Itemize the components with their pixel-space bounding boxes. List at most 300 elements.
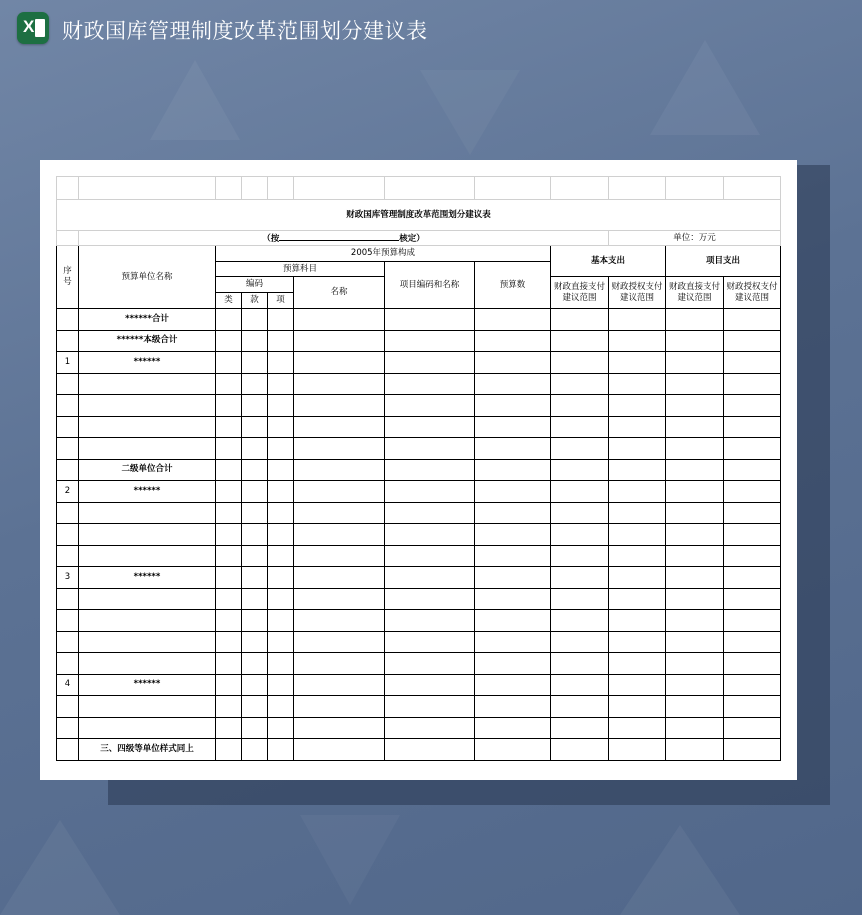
table-cell[interactable] bbox=[475, 395, 551, 417]
approve-blank bbox=[279, 232, 399, 241]
header-basic-expense: 基本支出 bbox=[551, 246, 666, 277]
table-cell[interactable] bbox=[551, 674, 609, 696]
table-cell[interactable] bbox=[216, 717, 242, 739]
table-cell[interactable] bbox=[294, 373, 385, 395]
table-cell[interactable] bbox=[385, 696, 475, 718]
page-title: 财政国库管理制度改革范围划分建议表 bbox=[62, 19, 428, 43]
table-cell[interactable] bbox=[216, 739, 242, 761]
row-unit-name[interactable]: 三、四级等单位样式同上 bbox=[79, 739, 216, 761]
table-cell[interactable] bbox=[242, 545, 268, 567]
table-cell[interactable] bbox=[609, 674, 666, 696]
table-cell[interactable] bbox=[385, 416, 475, 438]
table-cell[interactable] bbox=[609, 588, 666, 610]
row-seq[interactable] bbox=[57, 330, 79, 352]
table-cell[interactable] bbox=[475, 438, 551, 460]
table-cell[interactable] bbox=[551, 330, 609, 352]
table-cell[interactable] bbox=[475, 653, 551, 675]
table-cell[interactable] bbox=[724, 352, 781, 374]
header-budget-2005: 2005年预算构成 bbox=[216, 246, 551, 262]
table-cell[interactable] bbox=[475, 416, 551, 438]
table-cell[interactable] bbox=[724, 631, 781, 653]
table-row bbox=[57, 309, 781, 331]
table-cell[interactable] bbox=[551, 610, 609, 632]
table-row bbox=[57, 610, 781, 632]
table-cell[interactable] bbox=[551, 373, 609, 395]
table-cell[interactable] bbox=[724, 696, 781, 718]
table-cell[interactable] bbox=[294, 653, 385, 675]
table-cell[interactable] bbox=[475, 631, 551, 653]
table-cell[interactable] bbox=[609, 653, 666, 675]
table-cell[interactable] bbox=[666, 481, 724, 503]
table-cell[interactable] bbox=[294, 416, 385, 438]
row-unit-name[interactable]: ****** bbox=[79, 567, 216, 589]
table-cell[interactable] bbox=[724, 588, 781, 610]
table-cell[interactable] bbox=[609, 696, 666, 718]
table-cell[interactable] bbox=[268, 567, 294, 589]
table-cell[interactable] bbox=[666, 459, 724, 481]
table-cell[interactable] bbox=[268, 309, 294, 331]
background-triangle bbox=[620, 825, 740, 915]
table-cell[interactable] bbox=[242, 416, 268, 438]
table-cell[interactable] bbox=[268, 696, 294, 718]
table-cell[interactable] bbox=[216, 352, 242, 374]
table-cell[interactable] bbox=[242, 610, 268, 632]
table-cell[interactable] bbox=[294, 438, 385, 460]
header-subject: 预算科目 bbox=[216, 262, 385, 277]
table-cell[interactable] bbox=[724, 524, 781, 546]
table-cell[interactable] bbox=[609, 330, 666, 352]
table-cell[interactable] bbox=[551, 395, 609, 417]
table-cell[interactable] bbox=[475, 309, 551, 331]
row-unit-name[interactable] bbox=[79, 588, 216, 610]
row-unit-name[interactable] bbox=[79, 696, 216, 718]
table-cell[interactable] bbox=[551, 352, 609, 374]
table-cell[interactable] bbox=[385, 674, 475, 696]
table-cell[interactable] bbox=[294, 696, 385, 718]
table-cell[interactable] bbox=[268, 674, 294, 696]
table-cell[interactable] bbox=[242, 653, 268, 675]
table-cell[interactable] bbox=[724, 739, 781, 761]
table-cell[interactable] bbox=[475, 610, 551, 632]
approve-note bbox=[79, 231, 609, 246]
table-cell[interactable] bbox=[609, 416, 666, 438]
table-cell[interactable] bbox=[666, 567, 724, 589]
table-cell[interactable] bbox=[385, 545, 475, 567]
table-cell[interactable] bbox=[475, 674, 551, 696]
row-unit-name[interactable]: ******本级合计 bbox=[79, 330, 216, 352]
table-cell[interactable] bbox=[268, 459, 294, 481]
table-cell[interactable] bbox=[609, 309, 666, 331]
table-cell[interactable] bbox=[216, 567, 242, 589]
table-cell[interactable] bbox=[385, 330, 475, 352]
table-cell[interactable] bbox=[724, 395, 781, 417]
row-seq[interactable] bbox=[57, 502, 79, 524]
table-cell[interactable] bbox=[216, 373, 242, 395]
header-basic-authorized: 财政授权支付 建议范围 bbox=[609, 277, 666, 309]
header-project-expense: 项目支出 bbox=[666, 246, 781, 277]
table-cell[interactable] bbox=[475, 502, 551, 524]
table-cell[interactable] bbox=[609, 524, 666, 546]
table-cell[interactable] bbox=[551, 481, 609, 503]
row-seq[interactable] bbox=[57, 416, 79, 438]
table-cell[interactable] bbox=[216, 416, 242, 438]
table-cell[interactable] bbox=[385, 352, 475, 374]
table-cell[interactable] bbox=[475, 588, 551, 610]
table-cell[interactable] bbox=[475, 696, 551, 718]
table-row bbox=[57, 502, 781, 524]
table-cell[interactable] bbox=[268, 481, 294, 503]
header-basic-direct: 财政直接支付 建议范围 bbox=[551, 277, 609, 309]
row-unit-name[interactable]: 二级单位合计 bbox=[79, 459, 216, 481]
table-cell[interactable] bbox=[724, 481, 781, 503]
header-project-direct: 财政直接支付 建议范围 bbox=[666, 277, 724, 309]
table-cell[interactable] bbox=[268, 610, 294, 632]
table-cell[interactable] bbox=[385, 610, 475, 632]
table-cell[interactable] bbox=[551, 696, 609, 718]
table-cell[interactable] bbox=[242, 739, 268, 761]
table-cell[interactable] bbox=[242, 395, 268, 417]
table-cell[interactable] bbox=[609, 739, 666, 761]
table-cell[interactable] bbox=[268, 395, 294, 417]
row-unit-name[interactable] bbox=[79, 545, 216, 567]
table-cell[interactable] bbox=[268, 373, 294, 395]
row-seq[interactable] bbox=[57, 438, 79, 460]
row-unit-name[interactable] bbox=[79, 416, 216, 438]
header-project: 项目编码和名称 bbox=[385, 262, 475, 309]
table-row bbox=[57, 459, 781, 481]
row-unit-name[interactable] bbox=[79, 524, 216, 546]
row-unit-name[interactable]: ****** bbox=[79, 674, 216, 696]
table-cell[interactable] bbox=[551, 631, 609, 653]
table-cell[interactable] bbox=[551, 438, 609, 460]
table-cell[interactable] bbox=[724, 330, 781, 352]
table-cell[interactable] bbox=[609, 545, 666, 567]
table-cell[interactable] bbox=[216, 309, 242, 331]
table-cell[interactable] bbox=[724, 674, 781, 696]
table-cell[interactable] bbox=[666, 653, 724, 675]
table-cell[interactable] bbox=[385, 567, 475, 589]
table-cell[interactable] bbox=[385, 588, 475, 610]
table-cell[interactable] bbox=[385, 438, 475, 460]
table-cell[interactable] bbox=[385, 631, 475, 653]
table-cell[interactable] bbox=[666, 330, 724, 352]
table-cell[interactable] bbox=[724, 717, 781, 739]
table-row bbox=[57, 524, 781, 546]
title-bar bbox=[0, 0, 862, 58]
table-row bbox=[57, 352, 781, 374]
table-cell[interactable] bbox=[242, 588, 268, 610]
table-cell[interactable] bbox=[609, 373, 666, 395]
table-cell[interactable] bbox=[609, 352, 666, 374]
table-cell[interactable] bbox=[666, 352, 724, 374]
table-cell[interactable] bbox=[242, 631, 268, 653]
table-cell[interactable] bbox=[609, 395, 666, 417]
table-cell[interactable] bbox=[385, 481, 475, 503]
table-cell[interactable] bbox=[666, 309, 724, 331]
row-seq[interactable] bbox=[57, 524, 79, 546]
table-cell[interactable] bbox=[242, 567, 268, 589]
table-cell[interactable] bbox=[475, 373, 551, 395]
row-seq[interactable] bbox=[57, 653, 79, 675]
table-cell[interactable] bbox=[551, 502, 609, 524]
table-cell[interactable] bbox=[242, 309, 268, 331]
table-cell[interactable] bbox=[294, 588, 385, 610]
table-cell[interactable] bbox=[216, 395, 242, 417]
table-cell[interactable] bbox=[216, 588, 242, 610]
table-cell[interactable] bbox=[609, 567, 666, 589]
table-cell[interactable] bbox=[609, 502, 666, 524]
table-cell[interactable] bbox=[609, 459, 666, 481]
table-cell[interactable] bbox=[475, 567, 551, 589]
table-cell[interactable] bbox=[242, 674, 268, 696]
table-cell[interactable] bbox=[609, 717, 666, 739]
table-cell[interactable] bbox=[551, 588, 609, 610]
table-cell[interactable] bbox=[724, 438, 781, 460]
table-cell[interactable] bbox=[294, 330, 385, 352]
table-cell[interactable] bbox=[294, 739, 385, 761]
table-cell[interactable] bbox=[551, 653, 609, 675]
table-cell[interactable] bbox=[242, 717, 268, 739]
table-cell[interactable] bbox=[294, 567, 385, 589]
table-row bbox=[57, 653, 781, 675]
table-cell[interactable] bbox=[294, 309, 385, 331]
table-cell[interactable] bbox=[268, 545, 294, 567]
header-name: 名称 bbox=[294, 277, 385, 309]
table-cell[interactable] bbox=[666, 739, 724, 761]
table-cell[interactable] bbox=[724, 610, 781, 632]
row-seq[interactable] bbox=[57, 631, 79, 653]
header-xiang: 项 bbox=[268, 293, 294, 309]
table-row bbox=[57, 696, 781, 718]
table-cell[interactable] bbox=[666, 524, 724, 546]
header-kuan: 款 bbox=[242, 293, 268, 309]
table-cell[interactable] bbox=[385, 395, 475, 417]
table-cell[interactable] bbox=[268, 739, 294, 761]
table-cell[interactable] bbox=[268, 524, 294, 546]
header-project-authorized: 财政授权支付 建议范围 bbox=[724, 277, 781, 309]
table-cell[interactable] bbox=[666, 416, 724, 438]
row-unit-name[interactable] bbox=[79, 631, 216, 653]
row-seq[interactable] bbox=[57, 696, 79, 718]
table-cell[interactable] bbox=[242, 352, 268, 374]
table-cell[interactable] bbox=[216, 481, 242, 503]
row-seq[interactable]: 4 bbox=[57, 674, 79, 696]
table-cell[interactable] bbox=[242, 524, 268, 546]
table-cell[interactable] bbox=[724, 567, 781, 589]
table-cell[interactable] bbox=[666, 717, 724, 739]
table-cell[interactable] bbox=[216, 502, 242, 524]
budget-table bbox=[56, 176, 781, 761]
row-seq[interactable] bbox=[57, 739, 79, 761]
table-cell[interactable] bbox=[294, 459, 385, 481]
table-cell[interactable] bbox=[268, 717, 294, 739]
table-cell[interactable] bbox=[385, 373, 475, 395]
table-cell[interactable] bbox=[268, 352, 294, 374]
header-class: 类 bbox=[216, 293, 242, 309]
table-cell[interactable] bbox=[551, 545, 609, 567]
row-seq[interactable] bbox=[57, 459, 79, 481]
table-cell[interactable] bbox=[385, 717, 475, 739]
table-row bbox=[57, 330, 781, 352]
table-cell[interactable] bbox=[724, 653, 781, 675]
table-cell[interactable] bbox=[475, 330, 551, 352]
table-cell[interactable] bbox=[216, 653, 242, 675]
row-seq[interactable] bbox=[57, 395, 79, 417]
table-cell[interactable] bbox=[609, 610, 666, 632]
row-unit-name[interactable] bbox=[79, 502, 216, 524]
table-cell[interactable] bbox=[242, 373, 268, 395]
table-cell[interactable] bbox=[242, 696, 268, 718]
table-cell[interactable] bbox=[242, 481, 268, 503]
table-cell[interactable] bbox=[666, 610, 724, 632]
row-unit-name[interactable]: ****** bbox=[79, 352, 216, 374]
sheet-title: 财政国库管理制度改革范围划分建议表 bbox=[57, 200, 781, 231]
table-cell[interactable] bbox=[609, 438, 666, 460]
table-cell[interactable] bbox=[294, 631, 385, 653]
table-cell[interactable] bbox=[294, 545, 385, 567]
table-cell[interactable] bbox=[216, 438, 242, 460]
table-cell[interactable] bbox=[666, 373, 724, 395]
table-row bbox=[57, 416, 781, 438]
table-cell[interactable] bbox=[268, 588, 294, 610]
table-cell[interactable] bbox=[385, 459, 475, 481]
table-cell[interactable] bbox=[551, 416, 609, 438]
table-cell[interactable] bbox=[609, 481, 666, 503]
table-cell[interactable] bbox=[666, 395, 724, 417]
table-cell[interactable] bbox=[216, 545, 242, 567]
approve-suffix: 核定） bbox=[399, 233, 425, 244]
table-cell[interactable] bbox=[294, 610, 385, 632]
table-row bbox=[57, 545, 781, 567]
table-cell[interactable] bbox=[216, 674, 242, 696]
spreadsheet-preview bbox=[40, 160, 797, 780]
table-cell[interactable] bbox=[216, 610, 242, 632]
table-cell[interactable] bbox=[724, 502, 781, 524]
background-triangle bbox=[0, 820, 120, 915]
table-row bbox=[57, 739, 781, 761]
table-cell[interactable] bbox=[666, 674, 724, 696]
row-unit-name[interactable] bbox=[79, 610, 216, 632]
table-cell[interactable] bbox=[475, 524, 551, 546]
table-cell[interactable] bbox=[385, 739, 475, 761]
table-cell[interactable] bbox=[294, 674, 385, 696]
table-cell[interactable] bbox=[268, 438, 294, 460]
table-cell[interactable] bbox=[216, 696, 242, 718]
row-seq[interactable] bbox=[57, 309, 79, 331]
table-row bbox=[57, 438, 781, 460]
table-cell[interactable] bbox=[268, 416, 294, 438]
background-triangle bbox=[420, 70, 520, 155]
table-cell[interactable] bbox=[242, 459, 268, 481]
table-cell[interactable] bbox=[475, 545, 551, 567]
row-seq[interactable] bbox=[57, 717, 79, 739]
excel-icon: X bbox=[17, 12, 49, 44]
background-triangle bbox=[300, 815, 400, 905]
table-row bbox=[57, 717, 781, 739]
table-cell[interactable] bbox=[475, 352, 551, 374]
table-cell[interactable] bbox=[475, 739, 551, 761]
row-unit-name[interactable] bbox=[79, 373, 216, 395]
table-cell[interactable] bbox=[294, 524, 385, 546]
table-cell[interactable] bbox=[216, 459, 242, 481]
table-cell[interactable] bbox=[475, 481, 551, 503]
table-cell[interactable] bbox=[268, 330, 294, 352]
table-cell[interactable] bbox=[216, 330, 242, 352]
title-row bbox=[57, 200, 781, 231]
table-cell[interactable] bbox=[724, 373, 781, 395]
table-cell[interactable] bbox=[294, 395, 385, 417]
row-seq[interactable]: 1 bbox=[57, 352, 79, 374]
table-cell[interactable] bbox=[724, 545, 781, 567]
row-seq[interactable] bbox=[57, 373, 79, 395]
header-unit-name: 预算单位名称 bbox=[79, 246, 216, 309]
table-cell[interactable] bbox=[666, 438, 724, 460]
table-cell[interactable] bbox=[385, 502, 475, 524]
table-cell[interactable] bbox=[551, 309, 609, 331]
table-cell[interactable] bbox=[385, 524, 475, 546]
table-cell[interactable] bbox=[294, 502, 385, 524]
table-cell[interactable] bbox=[609, 631, 666, 653]
table-cell[interactable] bbox=[551, 524, 609, 546]
table-cell[interactable] bbox=[294, 481, 385, 503]
table-cell[interactable] bbox=[475, 459, 551, 481]
table-cell[interactable] bbox=[724, 416, 781, 438]
table-cell[interactable] bbox=[294, 717, 385, 739]
table-cell[interactable] bbox=[666, 588, 724, 610]
row-unit-name[interactable] bbox=[79, 653, 216, 675]
approve-prefix: （按 bbox=[262, 233, 280, 244]
table-cell[interactable] bbox=[216, 524, 242, 546]
table-cell[interactable] bbox=[666, 545, 724, 567]
table-cell[interactable] bbox=[724, 309, 781, 331]
table-cell[interactable] bbox=[475, 717, 551, 739]
header-row-1 bbox=[57, 246, 781, 262]
table-cell[interactable] bbox=[551, 739, 609, 761]
table-cell[interactable] bbox=[551, 567, 609, 589]
row-unit-name[interactable]: ****** bbox=[79, 481, 216, 503]
table-cell[interactable] bbox=[724, 459, 781, 481]
table-cell[interactable] bbox=[385, 309, 475, 331]
header-seq: 序 号 bbox=[57, 246, 79, 309]
row-unit-name[interactable] bbox=[79, 395, 216, 417]
row-unit-name[interactable]: ******合计 bbox=[79, 309, 216, 331]
row-seq[interactable]: 2 bbox=[57, 481, 79, 503]
table-cell[interactable] bbox=[294, 352, 385, 374]
row-seq[interactable] bbox=[57, 545, 79, 567]
table-cell[interactable] bbox=[268, 631, 294, 653]
table-cell[interactable] bbox=[242, 438, 268, 460]
table-cell[interactable] bbox=[666, 502, 724, 524]
row-seq[interactable]: 3 bbox=[57, 567, 79, 589]
table-cell[interactable] bbox=[666, 631, 724, 653]
table-cell[interactable] bbox=[551, 459, 609, 481]
table-cell[interactable] bbox=[242, 330, 268, 352]
header-code: 编码 bbox=[216, 277, 294, 293]
row-seq[interactable] bbox=[57, 588, 79, 610]
approve-row bbox=[57, 231, 781, 246]
table-cell[interactable] bbox=[666, 696, 724, 718]
table-cell[interactable] bbox=[551, 717, 609, 739]
row-unit-name[interactable] bbox=[79, 438, 216, 460]
table-cell[interactable] bbox=[268, 653, 294, 675]
table-cell[interactable] bbox=[385, 653, 475, 675]
table-cell[interactable] bbox=[268, 502, 294, 524]
row-unit-name[interactable] bbox=[79, 717, 216, 739]
table-cell[interactable] bbox=[242, 502, 268, 524]
row-seq[interactable] bbox=[57, 610, 79, 632]
unit-label: 单位：万元 bbox=[609, 231, 781, 246]
table-cell[interactable] bbox=[216, 631, 242, 653]
